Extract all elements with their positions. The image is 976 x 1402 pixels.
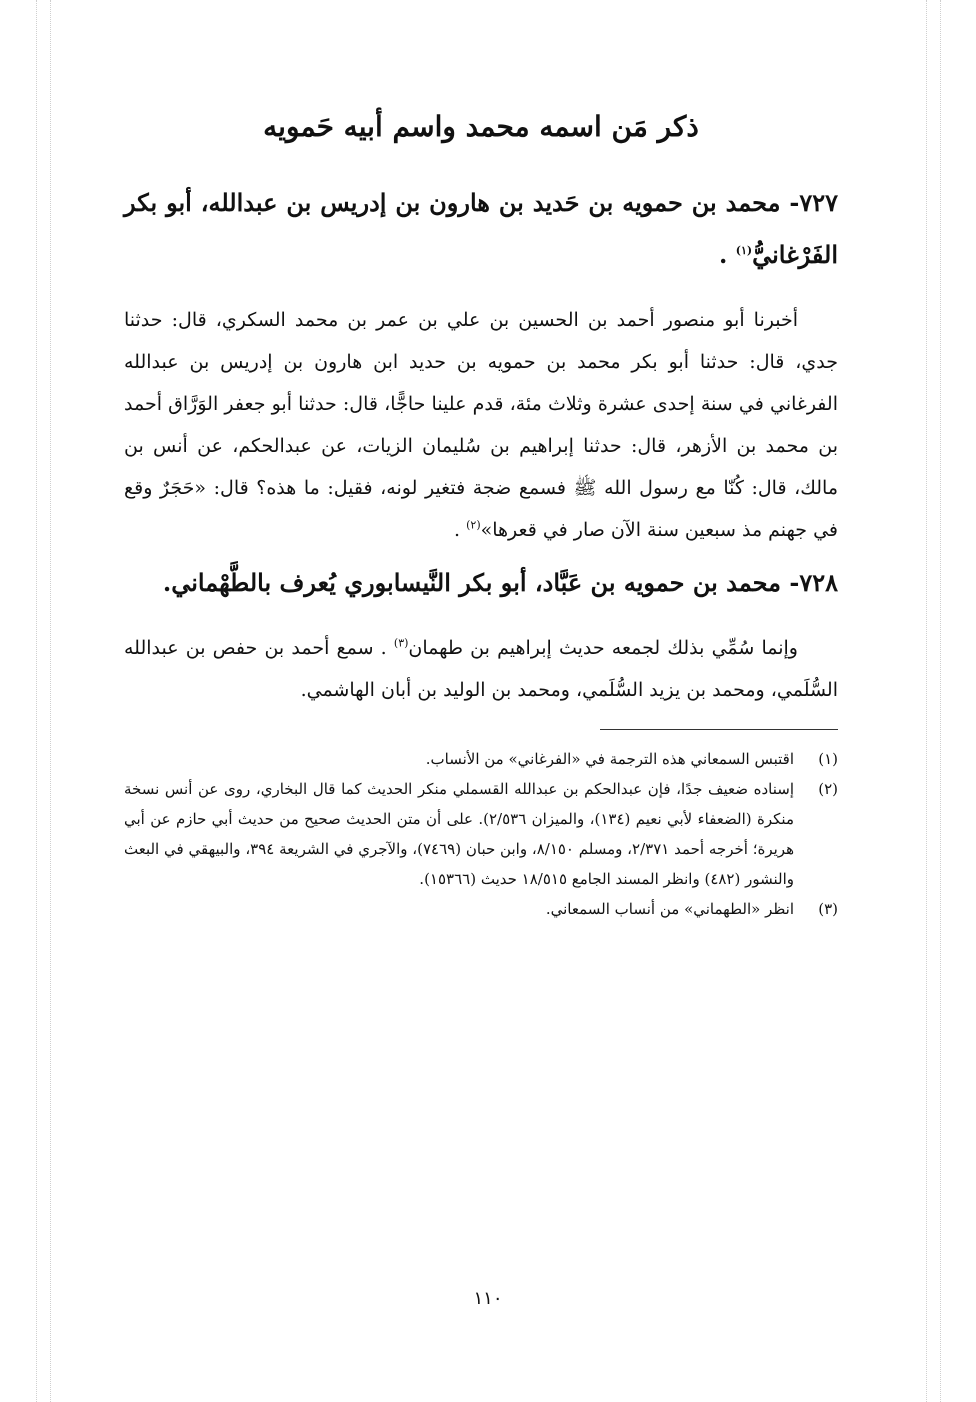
- page-title: ذكر مَن اسمه محمد واسم أبيه حَمويه: [263, 110, 699, 143]
- footnote-item: [124, 744, 838, 774]
- paragraph-text: أخبرنا أبو منصور أحمد بن الحسين بن علي بن عمر بن محمد السكري، قال: حدثنا جدي، قال: حدثنا أبو بكر محمد بن حمويه بن حديد ابن هارون بن إدريس بن عبدالله الفرغاني في سنة إحدى عشرة وثلاث مئة، قدم علينا حاجًّا، قال: حدثنا أبو جعفر الوَرَّاق أحمد بن محمد بن الأزهر، قال: حدثنا إبراهيم بن سُليمان الزيات، عن عبدالحكم، عن أنس بن مالك، قال: كُنّا مع رسول الله ﷺ فسمع ضجة فتغير لونه، فقيل: ما هذه؟ قال: «حَجَرٌ وقع في جهنم مذ سبعين سنة الآن صار في قعرها»: [124, 309, 838, 541]
- footnote-number: (٢): [818, 780, 838, 798]
- footnote-text: اقتبس السمعاني هذه الترجمة في «الفرغاني» من الأنساب.: [425, 750, 794, 768]
- entry-name: محمد بن حمويه بن عَبَّاد، أبو بكر النَّيسابوري يُعرف بالطَّهْماني: [171, 568, 781, 597]
- narration-paragraph: أخبرنا أبو منصور أحمد بن الحسين بن علي بن عمر بن محمد السكري، قال: حدثنا جدي، قال: حدثنا أبو بكر محمد بن حمويه بن حديد ابن هارون بن إدريس بن عبدالله الفرغاني في سنة إحدى عشرة وثلاث مئة، قدم علينا حاجًّا، قال: حدثنا أبو جعفر الوَرَّاق أحمد بن محمد بن الأزهر، قال: حدثنا إبراهيم بن سُليمان الزيات، عن عبدالحكم، عن أنس بن مالك، قال: كُنّا مع رسول الله ﷺ فسمع ضجة فتغير لونه، فقيل: ما هذه؟ قال: «حَجَرٌ وقع في جهنم مذ سبعين سنة الآن صار في قعرها»$^{(٢)}$ .: [124, 309, 838, 541]
- margin-guide-left-inner: [50, 0, 51, 1402]
- footnote-item: [124, 894, 838, 924]
- footnote-ref: (٣): [393, 636, 409, 650]
- page-body: [124, 110, 838, 924]
- biography-paragraph: وإنما سُمِّي بذلك لجمعه حديث إبراهيم بن طهمان$^{(٣)}$ . سمع أحمد بن حفص بن عبدالله السُّلَمي، ومحمد بن يزيد السُّلَمي، ومحمد بن الوليد بن أبان الهاشمي.: [124, 636, 838, 701]
- entry-name: محمد بن حمويه بن حَديد بن هارون بن إدريس بن عبدالله، أبو بكر الفَرْغانيُّ: [124, 188, 838, 269]
- margin-guide-left-outer: [36, 0, 37, 1402]
- paragraph-text: وإنما سُمِّي بذلك لجمعه حديث إبراهيم بن طهمان: [408, 637, 798, 659]
- margin-guide-right-inner: [926, 0, 927, 1402]
- footnote-number: (٣): [818, 900, 838, 918]
- footnote-text: إسناده ضعيف جدًا، فإن عبدالحكم بن عبدالله القسملي منكر الحديث كما قال البخاري، روى عن أنس نسخة منكرة (الضعفاء لأبي نعيم (١٣٤)، والميزان ٢/٥٣٦). على أن متن الحديث صحيح من حديث أبي حازم عن أبي هريرة؛ أخرجه أحمد ٢/٣٧١، ومسلم ٨/١٥٠، وابن حبان (٧٤٦٩)، والآجري في الشريعة ٣٩٤، والبيهقي في البعث والنشور (٤٨٢) وانظر المسند الجامع ١٨/٥١٥ حديث (١٥٣٦٦).: [124, 780, 794, 888]
- footnote-separator: [600, 729, 838, 730]
- entry-728: ٧٢٨- محمد بن حمويه بن عَبَّاد، أبو بكر النَّيسابوري يُعرف بالطَّهْماني.: [162, 568, 838, 597]
- entry-727: ٧٢٧- محمد بن حمويه بن حَديد بن هارون بن إدريس بن عبدالله، أبو بكر الفَرْغانيُّ$^{(١)}$ .: [124, 188, 838, 269]
- entry-number: ٧٢٧-: [789, 188, 838, 217]
- footnote-ref: (٢): [466, 518, 481, 532]
- page-number: ١١٠: [473, 1288, 503, 1309]
- entry-number: ٧٢٨-: [789, 568, 838, 597]
- footnote-ref: (١): [735, 244, 753, 257]
- footnote-text: انظر «الطهماني» من أنساب السمعاني.: [545, 900, 794, 918]
- footnotes: [124, 744, 838, 924]
- footnote-item: [124, 774, 838, 894]
- footnote-number: (١): [818, 750, 838, 768]
- margin-guide-right-outer: [940, 0, 941, 1402]
